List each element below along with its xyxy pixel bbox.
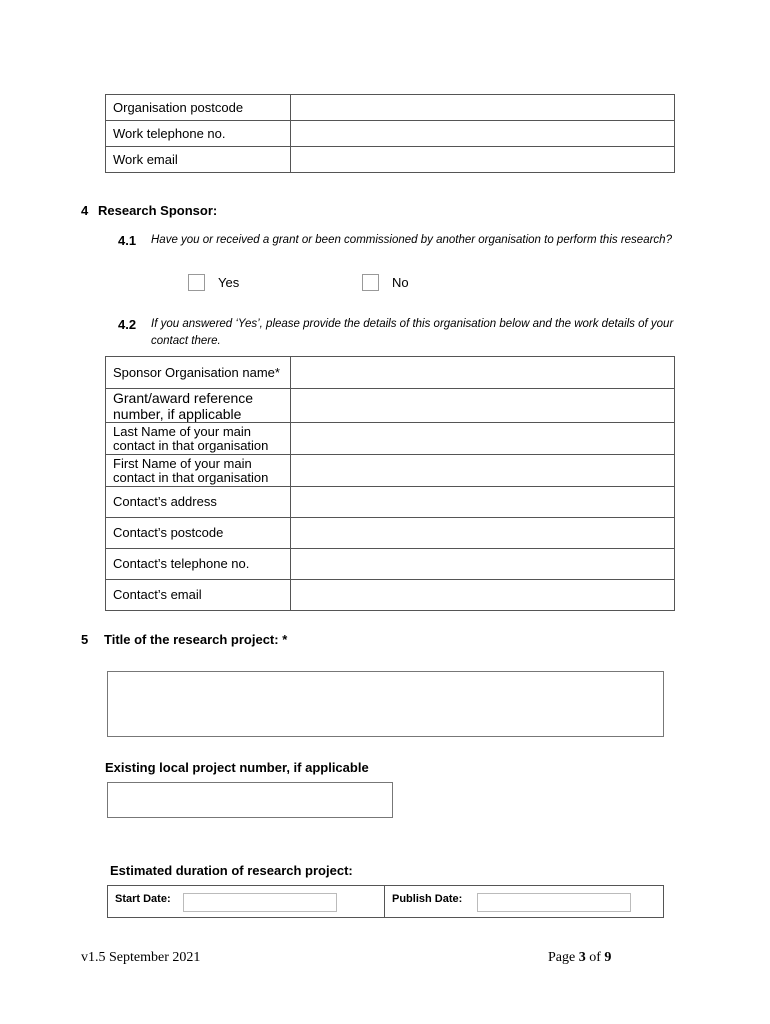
sponsor-org-name-input[interactable] (291, 357, 675, 389)
page-prefix: Page (548, 950, 576, 965)
grant-reference-input[interactable] (291, 389, 675, 423)
page-total: 9 (604, 950, 612, 965)
no-checkbox[interactable] (362, 274, 379, 291)
grant-reference-label: Grant/award reference number, if applicable (106, 389, 291, 423)
work-email-input[interactable] (291, 147, 675, 173)
contact-telephone-label: Contact’s telephone no. (106, 549, 291, 580)
contact-telephone-input[interactable] (291, 549, 675, 580)
contact-postcode-input[interactable] (291, 518, 675, 549)
section-4-title: Research Sponsor: (98, 203, 218, 218)
no-label: No (392, 275, 409, 290)
publish-date-input[interactable] (477, 893, 631, 912)
contact-last-name-input[interactable] (291, 423, 675, 455)
question-4-2-number: 4.2 (118, 317, 137, 332)
duration-divider (384, 886, 385, 917)
publish-date-label: Publish Date: (392, 893, 463, 905)
table-row (106, 121, 675, 147)
section-5-number: 5 (81, 632, 89, 647)
section-4-number: 4 (81, 203, 89, 218)
contact-last-name-label: Last Name of your main contact in that organisation (106, 423, 291, 455)
page-of: of (589, 950, 601, 965)
contact-address-label: Contact’s address (106, 487, 291, 518)
table-row (106, 518, 675, 549)
contact-email-input[interactable] (291, 580, 675, 611)
table-row (106, 423, 675, 455)
yes-checkbox[interactable] (188, 274, 205, 291)
contact-address-input[interactable] (291, 487, 675, 518)
page-number (548, 950, 611, 966)
table-row (106, 487, 675, 518)
contact-first-name-input[interactable] (291, 455, 675, 487)
question-4-1-text: Have you or received a grant or been commissioned by another organisation to perform this research? (151, 234, 672, 246)
table-row (106, 95, 675, 121)
organisation-postcode-label: Organisation postcode (106, 95, 291, 121)
work-email-label: Work email (106, 147, 291, 173)
work-telephone-input[interactable] (291, 121, 675, 147)
section-5-title: Title of the research project: * (104, 632, 288, 647)
work-telephone-label: Work telephone no. (106, 121, 291, 147)
contact-first-name-label: First Name of your main contact in that organisation (106, 455, 291, 487)
local-project-number-input[interactable] (107, 782, 393, 818)
footer-version: v1.5 September 2021 (81, 950, 201, 965)
table-row (106, 549, 675, 580)
duration-label: Estimated duration of research project: (110, 863, 353, 878)
table-row (106, 580, 675, 611)
organisation-postcode-input[interactable] (291, 95, 675, 121)
local-project-number-label: Existing local project number, if applicable (105, 760, 369, 775)
contact-postcode-label: Contact’s postcode (106, 518, 291, 549)
table-row (106, 357, 675, 389)
sponsor-org-name-label: Sponsor Organisation name* (106, 357, 291, 389)
table-row (106, 147, 675, 173)
table-row (106, 455, 675, 487)
table-row (106, 389, 675, 423)
question-4-2-text: If you answered ‘Yes’, please provide the details of this organisation below and the work details of your contact there. (151, 318, 674, 347)
yes-label: Yes (218, 275, 240, 290)
project-title-textarea[interactable] (107, 671, 664, 737)
contact-details-table (105, 94, 675, 173)
start-date-label: Start Date: (115, 893, 171, 905)
start-date-input[interactable] (183, 893, 337, 912)
sponsor-table (105, 356, 675, 611)
contact-email-label: Contact’s email (106, 580, 291, 611)
duration-box (107, 885, 664, 918)
question-4-1-number: 4.1 (118, 233, 137, 248)
page-current: 3 (578, 950, 586, 965)
